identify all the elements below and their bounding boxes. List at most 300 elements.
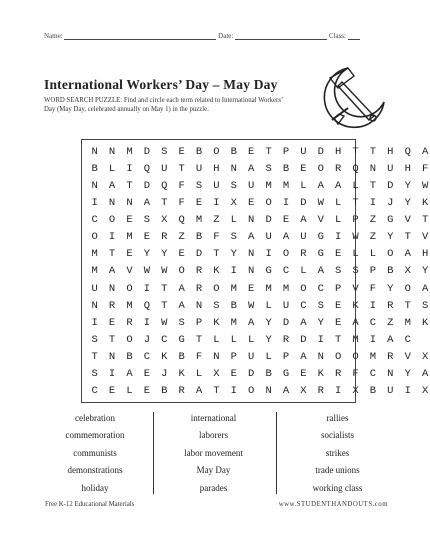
grid-letter[interactable]: U [248,350,255,363]
grid-letter[interactable]: A [421,146,429,158]
class-field[interactable] [348,32,360,40]
grid-letter[interactable]: L [335,214,342,227]
grid-letter[interactable]: A [300,214,307,227]
grid-letter[interactable]: O [108,214,116,227]
grid-letter[interactable]: H [421,248,429,261]
grid-letter[interactable]: B [369,384,377,397]
grid-letter[interactable]: P [352,214,359,227]
grid-letter[interactable]: I [282,197,290,210]
grid-letter[interactable]: K [352,299,359,312]
name-field[interactable] [64,32,216,40]
grid-letter[interactable]: I [230,265,237,278]
grid-letter[interactable]: M [195,214,203,227]
grid-letter[interactable]: O [265,197,272,210]
grid-letter[interactable]: R [126,316,133,329]
grid-letter[interactable]: D [143,146,151,158]
grid-letter[interactable]: Y [404,180,411,193]
grid-letter[interactable]: V [352,282,359,295]
grid-letter[interactable]: Q [178,214,185,227]
grid-letter[interactable]: J [161,367,168,380]
grid-letter[interactable]: N [248,214,255,227]
grid-letter[interactable]: Q [404,146,411,158]
grid-letter[interactable]: N [108,197,116,210]
grid-letter[interactable]: T [369,146,377,158]
grid-letter[interactable]: A [143,197,151,210]
grid-letter[interactable]: L [230,333,237,346]
grid-letter[interactable]: S [178,316,185,329]
grid-letter[interactable]: R [387,299,394,312]
grid-letter[interactable]: Q [352,163,359,176]
grid-letter[interactable]: E [143,384,151,397]
grid-letter[interactable]: O [126,282,133,295]
grid-letter[interactable]: K [317,367,324,380]
grid-letter[interactable]: U [282,299,290,312]
grid-letter[interactable]: T [265,146,272,158]
grid-letter[interactable]: A [282,384,290,397]
grid-letter[interactable]: A [282,231,290,244]
grid-letter[interactable]: S [91,367,98,380]
grid-letter[interactable]: A [108,180,116,193]
grid-letter[interactable]: S [161,146,168,158]
grid-letter[interactable]: V [317,214,324,227]
grid-letter[interactable]: W [421,180,429,193]
grid-letter[interactable]: D [143,180,151,193]
grid-letter[interactable]: S [143,214,151,227]
grid-letter[interactable]: M [404,316,411,329]
grid-letter[interactable]: I [230,384,237,397]
grid-letter[interactable]: G [178,333,185,346]
grid-letter[interactable]: P [230,350,237,363]
grid-letter[interactable]: M [230,282,237,295]
grid-letter[interactable]: M [282,180,290,193]
grid-letter[interactable]: C [91,384,98,397]
grid-letter[interactable]: M [369,350,377,363]
grid-letter[interactable]: O [178,265,185,278]
grid-letter[interactable]: G [282,367,290,380]
grid-letter[interactable]: N [91,180,98,193]
grid-letter[interactable]: U [91,282,98,295]
date-field[interactable] [235,32,327,40]
grid-letter[interactable]: E [195,197,203,210]
grid-letter[interactable]: L [230,214,237,227]
grid-letter[interactable]: N [126,197,133,210]
grid-letter[interactable]: T [161,197,168,210]
grid-letter[interactable]: W [161,316,168,329]
grid-letter[interactable]: L [352,180,359,193]
grid-letter[interactable]: Y [387,282,394,295]
grid-letter[interactable]: Y [161,248,168,261]
grid-letter[interactable]: A [108,265,116,278]
grid-letter[interactable]: F [369,282,377,295]
grid-letter[interactable]: N [369,163,377,176]
grid-letter[interactable]: D [248,367,255,380]
grid-letter[interactable]: B [178,350,185,363]
grid-letter[interactable]: T [404,299,411,312]
grid-letter[interactable]: T [352,197,359,210]
grid-letter[interactable]: C [369,316,377,329]
grid-letter[interactable]: C [91,214,98,227]
grid-letter[interactable]: T [335,333,342,346]
grid-letter[interactable]: F [178,197,185,210]
grid-letter[interactable]: B [126,350,133,363]
grid-letter[interactable]: A [248,316,255,329]
grid-letter[interactable]: T [91,350,98,363]
grid-letter[interactable]: E [126,214,133,227]
grid-letter[interactable]: K [213,316,220,329]
grid-letter[interactable]: C [300,299,307,312]
grid-letter[interactable]: M [282,282,290,295]
grid-letter[interactable]: A [404,248,411,261]
grid-letter[interactable]: E [108,384,116,397]
grid-letter[interactable]: H [213,163,220,176]
grid-letter[interactable]: A [421,282,429,295]
grid-letter[interactable]: U [265,231,272,244]
grid-letter[interactable]: N [317,350,324,363]
grid-letter[interactable]: M [126,146,133,158]
grid-letter[interactable]: B [91,163,98,176]
grid-letter[interactable]: S [195,180,203,193]
grid-letter[interactable]: L [213,333,220,346]
grid-letter[interactable]: A [248,231,255,244]
grid-letter[interactable]: E [335,299,342,312]
grid-letter[interactable]: U [387,163,394,176]
grid-letter[interactable]: Z [213,214,220,227]
grid-letter[interactable]: X [404,265,411,278]
grid-letter[interactable]: L [335,197,342,210]
grid-letter[interactable]: T [126,180,133,193]
grid-letter[interactable]: C [317,282,324,295]
grid-letter[interactable]: I [265,248,272,261]
grid-letter[interactable]: O [317,163,324,176]
grid-letter[interactable]: I [369,299,377,312]
grid-letter[interactable]: J [143,333,151,346]
grid-letter[interactable]: X [421,384,429,397]
grid-letter[interactable]: T [178,163,185,176]
grid-letter[interactable]: N [265,384,272,397]
grid-letter[interactable]: S [265,163,272,176]
grid-letter[interactable]: J [387,197,394,210]
grid-letter[interactable]: B [195,231,203,244]
grid-letter[interactable]: T [195,333,203,346]
grid-letter[interactable]: B [282,163,290,176]
grid-letter[interactable]: Y [230,248,237,261]
grid-letter[interactable]: M [230,316,237,329]
grid-letter[interactable]: R [195,282,203,295]
grid-letter[interactable]: A [300,350,307,363]
grid-letter[interactable]: G [265,265,272,278]
grid-letter[interactable]: Q [143,299,151,312]
grid-letter[interactable]: L [300,180,307,193]
grid-letter[interactable]: C [369,367,377,380]
grid-letter[interactable]: F [352,367,359,380]
grid-letter[interactable]: Y [404,197,411,210]
grid-letter[interactable]: X [300,384,307,397]
grid-letter[interactable]: Y [421,265,429,278]
grid-letter[interactable]: M [126,299,133,312]
grid-letter[interactable]: D [300,333,307,346]
grid-letter[interactable]: I [143,282,151,295]
grid-letter[interactable]: R [282,333,290,346]
grid-letter[interactable]: O [352,350,359,363]
grid-letter[interactable]: E [335,316,342,329]
grid-letter[interactable]: K [421,197,429,210]
grid-letter[interactable]: A [195,384,203,397]
grid-letter[interactable]: S [213,299,220,312]
grid-letter[interactable]: U [300,146,307,158]
grid-letter[interactable]: L [265,299,272,312]
grid-letter[interactable]: A [335,180,342,193]
grid-letter[interactable]: T [369,180,377,193]
grid-letter[interactable]: W [248,299,255,312]
grid-letter[interactable]: L [265,350,272,363]
grid-letter[interactable]: I [91,316,98,329]
grid-letter[interactable]: B [230,146,237,158]
grid-letter[interactable]: R [335,163,342,176]
grid-letter[interactable]: O [300,282,307,295]
grid-letter[interactable]: K [161,350,168,363]
grid-letter[interactable]: N [108,282,116,295]
grid-letter[interactable]: S [352,265,359,278]
grid-letter[interactable]: R [161,231,168,244]
grid-letter[interactable]: F [195,350,203,363]
grid-letter[interactable]: R [300,248,307,261]
grid-letter[interactable]: G [317,231,324,244]
grid-letter[interactable]: W [143,265,151,278]
grid-letter[interactable]: U [161,163,168,176]
grid-letter[interactable]: D [387,180,394,193]
grid-letter[interactable]: I [335,231,342,244]
grid-letter[interactable]: E [230,367,237,380]
grid-letter[interactable]: B [265,367,272,380]
grid-letter[interactable]: G [317,248,324,261]
grid-letter[interactable]: I [335,384,342,397]
grid-letter[interactable]: Y [265,316,272,329]
grid-letter[interactable]: N [108,146,116,158]
grid-letter[interactable]: W [317,197,324,210]
grid-letter[interactable]: B [161,384,168,397]
grid-letter[interactable]: I [91,197,98,210]
grid-letter[interactable]: R [317,384,324,397]
grid-letter[interactable]: X [352,384,359,397]
grid-letter[interactable]: A [421,367,429,380]
grid-letter[interactable]: X [213,367,220,380]
grid-letter[interactable]: C [143,350,151,363]
grid-letter[interactable]: T [421,214,429,227]
grid-letter[interactable]: L [108,163,116,176]
grid-letter[interactable]: Z [369,231,377,244]
grid-letter[interactable]: U [387,384,394,397]
grid-letter[interactable]: B [195,146,203,158]
grid-letter[interactable]: I [404,384,411,397]
grid-letter[interactable]: E [248,282,255,295]
grid-letter[interactable]: K [178,367,185,380]
grid-letter[interactable]: R [335,367,342,380]
grid-letter[interactable]: T [213,248,220,261]
grid-letter[interactable]: F [178,180,185,193]
grid-letter[interactable]: P [335,282,342,295]
grid-letter[interactable]: T [213,384,220,397]
grid-letter[interactable]: E [300,163,307,176]
grid-letter[interactable]: F [421,163,429,176]
grid-letter[interactable]: K [213,265,220,278]
grid-letter[interactable]: S [335,265,342,278]
grid-letter[interactable]: U [195,163,203,176]
grid-letter[interactable]: E [248,197,255,210]
grid-letter[interactable]: S [421,299,429,312]
grid-letter[interactable]: H [387,146,394,158]
grid-letter[interactable]: R [108,299,116,312]
grid-letter[interactable]: N [248,248,255,261]
grid-letter[interactable]: W [352,231,359,244]
grid-letter[interactable]: M [91,248,98,261]
grid-letter[interactable]: O [335,350,342,363]
grid-letter[interactable]: O [248,384,255,397]
grid-letter[interactable]: T [108,248,116,261]
grid-letter[interactable]: N [387,367,394,380]
grid-letter[interactable]: N [230,163,237,176]
grid-letter[interactable]: E [300,367,307,380]
grid-letter[interactable]: U [213,180,220,193]
grid-letter[interactable]: X [230,197,237,210]
grid-letter[interactable]: O [213,146,220,158]
grid-letter[interactable]: L [248,333,255,346]
grid-letter[interactable]: I [143,316,151,329]
grid-letter[interactable]: Z [387,316,394,329]
grid-letter[interactable]: V [404,214,411,227]
grid-letter[interactable]: O [404,282,411,295]
grid-letter[interactable]: T [161,282,168,295]
grid-letter[interactable]: P [369,265,377,278]
grid-letter[interactable]: O [126,333,133,346]
grid-letter[interactable]: O [282,248,290,261]
grid-letter[interactable]: E [126,248,133,261]
grid-letter[interactable]: U [248,180,255,193]
grid-letter[interactable]: H [335,146,342,158]
grid-letter[interactable]: I [126,163,133,176]
grid-letter[interactable]: X [421,350,429,363]
grid-letter[interactable]: H [404,163,411,176]
grid-letter[interactable]: L [300,265,307,278]
grid-letter[interactable]: K [421,316,429,329]
grid-letter[interactable]: N [213,350,220,363]
grid-letter[interactable]: E [248,146,255,158]
grid-letter[interactable]: T [404,231,411,244]
grid-letter[interactable]: I [369,197,377,210]
grid-letter[interactable]: W [161,265,168,278]
grid-letter[interactable]: N [91,299,98,312]
grid-letter[interactable]: L [195,367,203,380]
grid-letter[interactable]: M [91,265,98,278]
grid-letter[interactable]: E [178,248,185,261]
grid-letter[interactable]: A [317,180,324,193]
grid-letter[interactable]: M [265,282,272,295]
grid-letter[interactable]: O [387,248,394,261]
grid-letter[interactable]: E [108,316,116,329]
grid-letter[interactable]: I [108,231,116,244]
grid-letter[interactable]: A [178,282,185,295]
grid-letter[interactable]: S [91,333,98,346]
grid-letter[interactable]: L [126,384,133,397]
grid-letter[interactable]: E [282,214,290,227]
grid-letter[interactable]: M [352,333,359,346]
grid-letter[interactable]: P [195,316,203,329]
grid-letter[interactable]: D [317,146,324,158]
grid-letter[interactable]: Z [178,231,185,244]
grid-letter[interactable]: Y [387,231,394,244]
grid-letter[interactable]: R [195,265,203,278]
grid-letter[interactable]: C [282,265,290,278]
grid-letter[interactable]: T [352,146,359,158]
grid-letter[interactable]: Z [369,214,377,227]
grid-letter[interactable]: E [143,231,151,244]
grid-letter[interactable]: I [108,367,116,380]
grid-letter[interactable]: A [178,299,185,312]
grid-letter[interactable]: Y [265,333,272,346]
grid-letter[interactable]: C [404,333,411,346]
grid-letter[interactable]: B [230,299,237,312]
grid-letter[interactable]: L [369,248,377,261]
grid-letter[interactable]: Q [143,163,151,176]
grid-letter[interactable]: A [300,316,307,329]
grid-letter[interactable]: V [126,265,133,278]
grid-letter[interactable]: D [265,214,272,227]
grid-letter[interactable]: E [335,248,342,261]
grid-letter[interactable]: N [195,299,203,312]
grid-letter[interactable]: B [387,265,394,278]
grid-letter[interactable]: T [161,299,168,312]
grid-letter[interactable]: Y [143,248,151,261]
grid-letter[interactable]: N [248,265,255,278]
grid-letter[interactable]: A [352,316,359,329]
grid-letter[interactable]: D [300,197,307,210]
grid-letter[interactable]: A [248,163,255,176]
grid-letter[interactable]: R [387,350,394,363]
grid-letter[interactable]: N [108,350,116,363]
grid-letter[interactable]: P [282,350,290,363]
grid-letter[interactable]: M [265,180,272,193]
grid-letter[interactable]: E [178,146,185,158]
grid-letter[interactable]: O [213,282,220,295]
grid-letter[interactable]: U [300,231,307,244]
grid-letter[interactable]: R [178,384,185,397]
grid-letter[interactable]: O [91,231,98,244]
grid-letter[interactable]: D [282,316,290,329]
grid-letter[interactable]: V [404,350,411,363]
grid-letter[interactable]: T [108,333,116,346]
grid-letter[interactable]: S [317,299,324,312]
grid-letter[interactable]: V [421,231,429,244]
grid-letter[interactable]: A [387,333,394,346]
grid-letter[interactable]: P [282,146,290,158]
grid-letter[interactable]: M [126,231,133,244]
grid-letter[interactable]: F [213,231,220,244]
grid-letter[interactable]: I [213,197,220,210]
grid-letter[interactable]: Q [161,180,168,193]
grid-letter[interactable]: A [126,367,133,380]
grid-letter[interactable]: Y [317,316,324,329]
grid-letter[interactable]: N [91,146,98,158]
grid-letter[interactable]: S [230,231,237,244]
grid-letter[interactable]: C [161,333,168,346]
grid-letter[interactable]: L [352,248,359,261]
grid-letter[interactable]: D [195,248,203,261]
grid-letter[interactable]: Y [404,367,411,380]
grid-letter[interactable]: I [369,333,377,346]
grid-letter[interactable]: I [317,333,324,346]
grid-letter[interactable]: A [317,265,324,278]
grid-letter[interactable]: E [143,367,151,380]
grid-letter[interactable]: S [230,180,237,193]
